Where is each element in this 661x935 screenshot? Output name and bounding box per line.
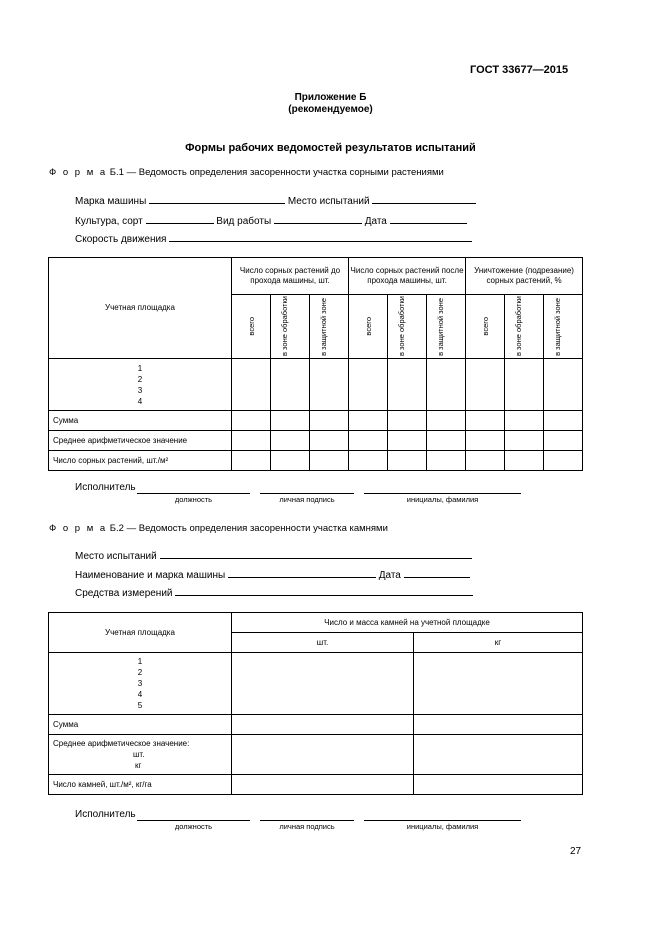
- form2-caption: [49, 523, 388, 534]
- form1-line-culture: [75, 213, 467, 227]
- machine-label: Наименование и марка машины: [75, 570, 226, 581]
- performer-label: Исполнитель: [75, 482, 136, 493]
- tools-field[interactable]: [175, 585, 473, 596]
- t1-row-numbers: 1 2 3 4: [49, 359, 232, 411]
- appendix-heading: [0, 92, 661, 116]
- table-row: [49, 359, 583, 411]
- t2-row-mean-kg: кг: [135, 761, 142, 770]
- form1-line-machine: [75, 193, 476, 207]
- form2-line-machine: [75, 567, 470, 581]
- page-number: 27: [570, 846, 582, 857]
- t1-group-before: Число сорных растений до прохода машины, шт.: [232, 258, 349, 295]
- t2-col-plot: Учетная площадка: [49, 613, 232, 653]
- speed-label: Скорость движения: [75, 234, 167, 245]
- table-row: [49, 431, 583, 451]
- work-label: Вид работы: [216, 216, 272, 227]
- t1-sub-zone: в зоне обработки: [505, 295, 544, 359]
- form2-table: [48, 612, 583, 795]
- initials-field[interactable]: [364, 493, 521, 494]
- t2-sub-kg: кг: [414, 633, 583, 653]
- table-row: [49, 775, 583, 795]
- initials-field[interactable]: [364, 820, 521, 821]
- form2-line-place: [75, 548, 472, 562]
- form2-caption-text: Б.2 — Ведомость определения засоренности участка камнями: [107, 523, 388, 534]
- t1-group-after: Число сорных растений после прохода машины, шт.: [349, 258, 466, 295]
- t1-sub-total: всего: [466, 295, 505, 359]
- culture-field[interactable]: [146, 213, 214, 224]
- table-row: [49, 715, 583, 735]
- date-label: Дата: [364, 216, 387, 227]
- appendix-title: Приложение Б: [294, 92, 367, 103]
- t2-sub-pcs: шт.: [232, 633, 414, 653]
- t1-sub-zone: в зоне обработки: [271, 295, 310, 359]
- date-label: Дата: [378, 570, 401, 581]
- machine-field[interactable]: [228, 567, 376, 578]
- t1-sub-protect: в защитной зоне: [427, 295, 466, 359]
- machine-field[interactable]: [149, 193, 285, 204]
- t2-row-count: Число камней, шт./м², кг/га: [49, 775, 232, 795]
- t1-row-mean: Среднее арифметическое значение: [49, 431, 232, 451]
- machine-label: Марка машины: [75, 196, 147, 207]
- performer-label: Исполнитель: [75, 809, 136, 820]
- position-field[interactable]: [137, 820, 250, 821]
- t2-row-mean-pcs: шт.: [133, 750, 145, 759]
- t2-row-mean-label: Среднее арифметическое значение:: [53, 739, 190, 748]
- sign-caption: личная подпись: [279, 495, 335, 504]
- t2-row-sum: Сумма: [49, 715, 232, 735]
- date-field[interactable]: [390, 213, 467, 224]
- t1-sub-protect: в защитной зоне: [310, 295, 349, 359]
- t1-group-destroy: Уничтожение (подрезание) сорных растений, %: [466, 258, 583, 295]
- sign-field[interactable]: [260, 493, 354, 494]
- t1-sub-protect: в защитной зоне: [544, 295, 583, 359]
- t2-row-numbers: 1 2 3 4 5: [49, 653, 232, 715]
- sign-field[interactable]: [260, 820, 354, 821]
- work-field[interactable]: [274, 213, 362, 224]
- speed-field[interactable]: [169, 231, 472, 242]
- t1-col-plot: Учетная площадка: [49, 258, 232, 359]
- form1-caption: [49, 167, 444, 178]
- place-label: Место испытаний: [75, 551, 157, 562]
- table-row: [49, 653, 583, 715]
- appendix-status: (рекомендуемое): [288, 104, 373, 115]
- t1-sub-total: всего: [232, 295, 271, 359]
- t1-sub-total: всего: [349, 295, 388, 359]
- place-label: Место испытаний: [287, 196, 370, 207]
- form1-caption-text: Б.1 — Ведомость определения засоренности участка сорными растениями: [107, 167, 444, 178]
- place-field[interactable]: [160, 548, 472, 559]
- culture-label: Культура, сорт: [75, 216, 143, 227]
- place-field[interactable]: [372, 193, 476, 204]
- t2-group: Число и масса камней на учетной площадке: [232, 613, 583, 633]
- form1-table: [48, 257, 583, 471]
- position-caption: должность: [174, 822, 213, 831]
- t1-row-count: Число сорных растений, шт./м²: [49, 451, 232, 471]
- standard-number: ГОСТ 33677—2015: [470, 64, 569, 76]
- position-field[interactable]: [137, 493, 250, 494]
- initials-caption: инициалы, фамилия: [406, 495, 479, 504]
- form2-line-tools: [75, 585, 473, 599]
- form1-prefix: Ф о р м а: [49, 167, 108, 178]
- sign-caption: личная подпись: [279, 822, 335, 831]
- t1-row-sum: Сумма: [49, 411, 232, 431]
- t1-sub-zone: в зоне обработки: [388, 295, 427, 359]
- form1-line-speed: [75, 231, 472, 245]
- position-caption: должность: [174, 495, 213, 504]
- table-row: [49, 411, 583, 431]
- section-title: Формы рабочих ведомостей результатов испытаний: [185, 142, 476, 154]
- t2-row-mean: [49, 735, 232, 775]
- table-row: [49, 735, 583, 775]
- form2-prefix: Ф о р м а: [49, 523, 108, 534]
- date-field[interactable]: [404, 567, 470, 578]
- initials-caption: инициалы, фамилия: [406, 822, 479, 831]
- table-row: [49, 451, 583, 471]
- tools-label: Средства измерений: [75, 588, 173, 599]
